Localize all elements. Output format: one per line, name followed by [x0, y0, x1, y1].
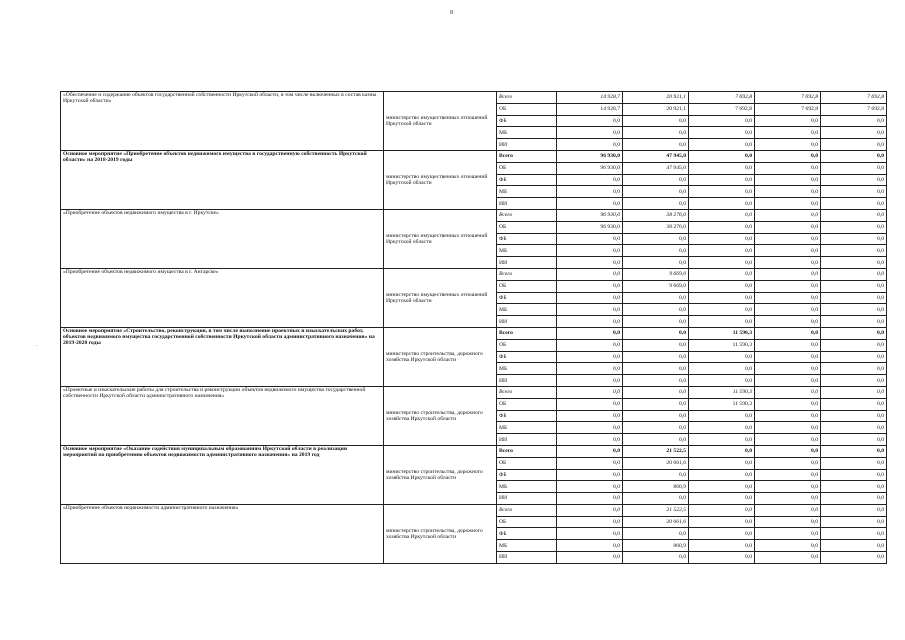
amount-cell: 14 928,7 — [557, 92, 623, 104]
margin-mark: . — [36, 342, 38, 348]
amount-cell: 0,0 — [821, 481, 887, 493]
amount-cell: 0,0 — [755, 233, 821, 245]
amount-cell: 0,0 — [689, 139, 755, 151]
amount-cell: 96 930,0 — [557, 221, 623, 233]
amount-cell: 0,0 — [821, 469, 887, 481]
amount-cell: 0,0 — [755, 139, 821, 151]
amount-cell: 0,0 — [821, 410, 887, 422]
amount-cell: 0,0 — [557, 504, 623, 516]
amount-cell: 0,0 — [557, 516, 623, 528]
amount-cell: 0,0 — [689, 127, 755, 139]
amount-cell: 0,0 — [623, 198, 689, 210]
amount-cell: 0,0 — [755, 327, 821, 339]
amount-cell: 0,0 — [689, 528, 755, 540]
activity-name-cell: «Приобретение объектов недвижимого имущества в г. Иркутске» — [61, 209, 384, 268]
amount-cell: 0,0 — [689, 245, 755, 257]
amount-cell: 0,0 — [623, 327, 689, 339]
amount-cell: 0,0 — [623, 139, 689, 151]
funding-source-cell: ИИ — [497, 375, 557, 387]
amount-cell: 38 276,0 — [623, 209, 689, 221]
funding-source-cell: Всего — [497, 327, 557, 339]
amount-cell: 0,0 — [821, 540, 887, 552]
amount-cell: 0,0 — [689, 516, 755, 528]
responsible-executor-cell: министерство строительства, дорожного хозяйства Иркутской области — [384, 327, 497, 386]
amount-cell: 0,0 — [623, 186, 689, 198]
amount-cell: 0,0 — [557, 445, 623, 457]
amount-cell: 0,0 — [755, 186, 821, 198]
funding-source-cell: ФБ — [497, 174, 557, 186]
amount-cell: 0,0 — [755, 221, 821, 233]
amount-cell: 0,0 — [821, 516, 887, 528]
amount-cell: 0,0 — [821, 339, 887, 351]
amount-cell: 0,0 — [755, 493, 821, 505]
amount-cell: 7 692,8 — [689, 103, 755, 115]
amount-cell: 0,0 — [557, 493, 623, 505]
amount-cell: 0,0 — [821, 198, 887, 210]
table-row — [61, 209, 887, 221]
funding-source-cell: МБ — [497, 304, 557, 316]
amount-cell: 0,0 — [623, 316, 689, 328]
funding-source-cell: ОБ — [497, 457, 557, 469]
amount-cell: 0,0 — [821, 351, 887, 363]
amount-cell: 0,0 — [755, 150, 821, 162]
amount-cell: 0,0 — [821, 375, 887, 387]
amount-cell: 0,0 — [689, 174, 755, 186]
amount-cell: 0,0 — [623, 375, 689, 387]
amount-cell: 14 928,7 — [557, 103, 623, 115]
amount-cell: 0,0 — [623, 292, 689, 304]
amount-cell: 0,0 — [623, 304, 689, 316]
amount-cell: 0,0 — [755, 528, 821, 540]
amount-cell: 0,0 — [689, 540, 755, 552]
amount-cell: 47 945,0 — [623, 150, 689, 162]
amount-cell: 0,0 — [623, 339, 689, 351]
amount-cell: 7 692,8 — [821, 103, 887, 115]
amount-cell: 0,0 — [623, 174, 689, 186]
amount-cell: 0,0 — [623, 386, 689, 398]
funding-source-cell: ИИ — [497, 434, 557, 446]
amount-cell: 0,0 — [689, 316, 755, 328]
amount-cell: 0,0 — [689, 150, 755, 162]
amount-cell: 0,0 — [557, 198, 623, 210]
amount-cell: 21 522,5 — [623, 445, 689, 457]
responsible-executor-cell: министерство строительства, дорожного хозяйства Иркутской области — [384, 386, 497, 445]
amount-cell: 0,0 — [689, 457, 755, 469]
amount-cell: 0,0 — [821, 292, 887, 304]
amount-cell: 0,0 — [623, 233, 689, 245]
amount-cell: 0,0 — [623, 434, 689, 446]
amount-cell: 0,0 — [689, 221, 755, 233]
amount-cell: 0,0 — [755, 516, 821, 528]
amount-cell: 0,0 — [821, 245, 887, 257]
amount-cell: 0,0 — [755, 457, 821, 469]
amount-cell: 0,0 — [689, 304, 755, 316]
amount-cell: 0,0 — [557, 304, 623, 316]
amount-cell: 0,0 — [821, 445, 887, 457]
amount-cell: 0,0 — [689, 233, 755, 245]
table-body — [61, 92, 887, 564]
amount-cell: 21 522,5 — [623, 504, 689, 516]
amount-cell: 0,0 — [821, 162, 887, 174]
amount-cell: 0,0 — [755, 504, 821, 516]
amount-cell: 0,0 — [557, 398, 623, 410]
amount-cell: 7 692,8 — [755, 103, 821, 115]
amount-cell: 0,0 — [557, 115, 623, 127]
amount-cell: 0,0 — [755, 162, 821, 174]
amount-cell: 0,0 — [755, 268, 821, 280]
amount-cell: 0,0 — [557, 316, 623, 328]
amount-cell: 0,0 — [755, 363, 821, 375]
amount-cell: 860,9 — [623, 481, 689, 493]
amount-cell: 0,0 — [755, 115, 821, 127]
amount-cell: 0,0 — [821, 186, 887, 198]
amount-cell: 0,0 — [755, 280, 821, 292]
funding-source-cell: ОБ — [497, 103, 557, 115]
amount-cell: 0,0 — [557, 528, 623, 540]
amount-cell: 20 661,6 — [623, 516, 689, 528]
table-row — [61, 445, 887, 457]
amount-cell: 0,0 — [689, 445, 755, 457]
amount-cell: 0,0 — [821, 386, 887, 398]
amount-cell: 11 590,3 — [689, 398, 755, 410]
amount-cell: 0,0 — [623, 257, 689, 269]
amount-cell: 0,0 — [557, 363, 623, 375]
funding-source-cell: ОБ — [497, 516, 557, 528]
funding-source-cell: ФБ — [497, 233, 557, 245]
table-row — [61, 150, 887, 162]
amount-cell: 0,0 — [623, 493, 689, 505]
amount-cell: 0,0 — [689, 552, 755, 564]
amount-cell: 0,0 — [557, 257, 623, 269]
amount-cell: 0,0 — [755, 174, 821, 186]
amount-cell: 0,0 — [755, 552, 821, 564]
funding-source-cell: Всего — [497, 504, 557, 516]
funding-source-cell: ФБ — [497, 292, 557, 304]
amount-cell: 47 945,0 — [623, 162, 689, 174]
amount-cell: 0,0 — [755, 209, 821, 221]
activity-name-cell: «Обеспечение и содержание объектов государственной собственности Иркутской области, в том числе включенных в состав казны Иркутской области» — [61, 92, 384, 151]
amount-cell: 0,0 — [689, 186, 755, 198]
activity-name-cell: Основное мероприятие «Приобретение объектов недвижимого имущества в государственную собственность Иркутской области» на 2018-2019 годы — [61, 150, 384, 209]
amount-cell: 0,0 — [821, 316, 887, 328]
amount-cell: 0,0 — [557, 540, 623, 552]
amount-cell: 0,0 — [623, 245, 689, 257]
amount-cell: 0,0 — [557, 127, 623, 139]
funding-source-cell: ФБ — [497, 115, 557, 127]
amount-cell: 0,0 — [755, 245, 821, 257]
amount-cell: 38 276,0 — [623, 221, 689, 233]
funding-source-cell: ИИ — [497, 552, 557, 564]
amount-cell: 9 669,0 — [623, 280, 689, 292]
amount-cell: 20 921,1 — [623, 92, 689, 104]
amount-cell: 11 590,3 — [689, 327, 755, 339]
funding-source-cell: Всего — [497, 445, 557, 457]
amount-cell: 0,0 — [821, 174, 887, 186]
amount-cell: 0,0 — [623, 398, 689, 410]
responsible-executor-cell: министерство имущественных отношений Иркутской области — [384, 209, 497, 268]
activity-name-cell: Основное мероприятие «Оказание содействия муниципальным образованиям Иркутской области в реализации мероприятий по приобретению объектов недвижимости административного назначения» на 2019 год — [61, 445, 384, 504]
amount-cell: 0,0 — [821, 493, 887, 505]
amount-cell: 0,0 — [821, 434, 887, 446]
amount-cell: 0,0 — [755, 304, 821, 316]
amount-cell: 0,0 — [623, 552, 689, 564]
amount-cell: 0,0 — [557, 552, 623, 564]
amount-cell: 0,0 — [821, 327, 887, 339]
funding-source-cell: ФБ — [497, 410, 557, 422]
amount-cell: 0,0 — [821, 304, 887, 316]
amount-cell: 0,0 — [689, 410, 755, 422]
funding-source-cell: ОБ — [497, 162, 557, 174]
amount-cell: 0,0 — [755, 257, 821, 269]
amount-cell: 0,0 — [689, 422, 755, 434]
table-row — [61, 327, 887, 339]
amount-cell: 0,0 — [755, 351, 821, 363]
funding-source-cell: ОБ — [497, 339, 557, 351]
amount-cell: 0,0 — [623, 528, 689, 540]
amount-cell: 0,0 — [755, 292, 821, 304]
amount-cell: 0,0 — [557, 386, 623, 398]
amount-cell: 0,0 — [689, 198, 755, 210]
amount-cell: 0,0 — [821, 209, 887, 221]
amount-cell: 0,0 — [755, 445, 821, 457]
table-row — [61, 268, 887, 280]
funding-source-cell: МБ — [497, 481, 557, 493]
table-row — [61, 386, 887, 398]
amount-cell: 0,0 — [821, 115, 887, 127]
funding-source-cell: МБ — [497, 422, 557, 434]
funding-source-cell: Всего — [497, 386, 557, 398]
amount-cell: 0,0 — [557, 375, 623, 387]
responsible-executor-cell: министерство имущественных отношений Иркутской области — [384, 92, 497, 151]
table-row — [61, 504, 887, 516]
amount-cell: 0,0 — [623, 363, 689, 375]
budget-table — [60, 91, 887, 564]
page-number: 8 — [450, 10, 453, 16]
amount-cell: 0,0 — [557, 186, 623, 198]
amount-cell: 0,0 — [689, 434, 755, 446]
activity-name-cell: «Приобретение объектов недвижимости административного назначения» — [61, 504, 384, 563]
amount-cell: 0,0 — [557, 422, 623, 434]
funding-source-cell: ОБ — [497, 280, 557, 292]
amount-cell: 0,0 — [821, 552, 887, 564]
amount-cell: 0,0 — [689, 363, 755, 375]
amount-cell: 20 661,6 — [623, 457, 689, 469]
amount-cell: 0,0 — [557, 351, 623, 363]
funding-source-cell: ОБ — [497, 398, 557, 410]
amount-cell: 0,0 — [755, 469, 821, 481]
amount-cell: 0,0 — [557, 233, 623, 245]
funding-source-cell: Всего — [497, 209, 557, 221]
amount-cell: 0,0 — [557, 174, 623, 186]
amount-cell: 0,0 — [557, 327, 623, 339]
funding-source-cell: МБ — [497, 127, 557, 139]
amount-cell: 7 692,8 — [755, 92, 821, 104]
amount-cell: 0,0 — [755, 481, 821, 493]
amount-cell: 0,0 — [689, 115, 755, 127]
amount-cell: 0,0 — [821, 257, 887, 269]
amount-cell: 0,0 — [557, 139, 623, 151]
amount-cell: 0,0 — [557, 268, 623, 280]
amount-cell: 0,0 — [689, 351, 755, 363]
amount-cell: 0,0 — [821, 528, 887, 540]
responsible-executor-cell: министерство имущественных отношений Иркутской области — [384, 268, 497, 327]
funding-source-cell: ОБ — [497, 221, 557, 233]
amount-cell: 0,0 — [557, 292, 623, 304]
amount-cell: 0,0 — [557, 481, 623, 493]
amount-cell: 96 930,0 — [557, 150, 623, 162]
amount-cell: 96 930,0 — [557, 209, 623, 221]
amount-cell: 0,0 — [689, 268, 755, 280]
amount-cell: 0,0 — [557, 434, 623, 446]
activity-name-cell: «Приобретение объектов недвижимого имущества в г. Ангарске» — [61, 268, 384, 327]
amount-cell: 0,0 — [821, 139, 887, 151]
funding-source-cell: Всего — [497, 150, 557, 162]
amount-cell: 0,0 — [755, 198, 821, 210]
amount-cell: 0,0 — [755, 339, 821, 351]
amount-cell: 0,0 — [557, 245, 623, 257]
amount-cell: 11 590,3 — [689, 386, 755, 398]
amount-cell: 96 930,0 — [557, 162, 623, 174]
amount-cell: 7 692,8 — [821, 92, 887, 104]
funding-source-cell: ИИ — [497, 139, 557, 151]
amount-cell: 0,0 — [755, 386, 821, 398]
funding-source-cell: ФБ — [497, 351, 557, 363]
funding-source-cell: ИИ — [497, 257, 557, 269]
amount-cell: 0,0 — [557, 410, 623, 422]
amount-cell: 0,0 — [755, 398, 821, 410]
amount-cell: 0,0 — [689, 292, 755, 304]
amount-cell: 0,0 — [623, 422, 689, 434]
amount-cell: 20 921,1 — [623, 103, 689, 115]
responsible-executor-cell: министерство строительства, дорожного хозяйства Иркутской области — [384, 504, 497, 563]
amount-cell: 0,0 — [623, 410, 689, 422]
amount-cell: 0,0 — [623, 351, 689, 363]
funding-source-cell: Всего — [497, 92, 557, 104]
amount-cell: 0,0 — [557, 469, 623, 481]
amount-cell: 0,0 — [755, 316, 821, 328]
amount-cell: 0,0 — [755, 434, 821, 446]
amount-cell: 0,0 — [689, 162, 755, 174]
amount-cell: 0,0 — [821, 363, 887, 375]
funding-source-cell: ИИ — [497, 493, 557, 505]
amount-cell: 0,0 — [755, 422, 821, 434]
funding-source-cell: МБ — [497, 245, 557, 257]
amount-cell: 0,0 — [821, 127, 887, 139]
funding-source-cell: ИИ — [497, 198, 557, 210]
amount-cell: 9 669,0 — [623, 268, 689, 280]
funding-source-cell: ФБ — [497, 469, 557, 481]
responsible-executor-cell: министерство имущественных отношений Иркутской области — [384, 150, 497, 209]
amount-cell: 0,0 — [755, 410, 821, 422]
amount-cell: 0,0 — [821, 398, 887, 410]
responsible-executor-cell: министерство строительства, дорожного хозяйства Иркутской области — [384, 445, 497, 504]
amount-cell: 0,0 — [821, 221, 887, 233]
amount-cell: 0,0 — [557, 339, 623, 351]
amount-cell: 0,0 — [689, 209, 755, 221]
activity-name-cell: Основное мероприятие «Строительство, реконструкция, в том числе выполнение проектных и изыскательских работ, объектов недвижимого имущества государственной собственности Иркутской области административного назначения» на 2019-2020 годы — [61, 327, 384, 386]
activity-name-cell: «Проектные и изыскательские работы для строительства и реконструкции объектов недвижимого имущества государственной собственности Иркутской области административного назначения» — [61, 386, 384, 445]
amount-cell: 0,0 — [557, 457, 623, 469]
funding-source-cell: МБ — [497, 540, 557, 552]
amount-cell: 0,0 — [689, 504, 755, 516]
funding-source-cell: ИИ — [497, 316, 557, 328]
funding-source-cell: Всего — [497, 268, 557, 280]
amount-cell: 0,0 — [821, 457, 887, 469]
amount-cell: 0,0 — [623, 115, 689, 127]
funding-source-cell: МБ — [497, 186, 557, 198]
amount-cell: 0,0 — [821, 268, 887, 280]
amount-cell: 0,0 — [623, 127, 689, 139]
amount-cell: 0,0 — [755, 375, 821, 387]
amount-cell: 0,0 — [689, 493, 755, 505]
amount-cell: 7 692,8 — [689, 92, 755, 104]
amount-cell: 0,0 — [821, 280, 887, 292]
amount-cell: 860,9 — [623, 540, 689, 552]
amount-cell: 0,0 — [821, 422, 887, 434]
amount-cell: 0,0 — [689, 469, 755, 481]
amount-cell: 0,0 — [689, 280, 755, 292]
funding-source-cell: ФБ — [497, 528, 557, 540]
amount-cell: 0,0 — [821, 233, 887, 245]
amount-cell: 0,0 — [755, 127, 821, 139]
funding-source-cell: МБ — [497, 363, 557, 375]
amount-cell: 0,0 — [821, 504, 887, 516]
amount-cell: 0,0 — [623, 469, 689, 481]
amount-cell: 0,0 — [755, 540, 821, 552]
amount-cell: 0,0 — [557, 280, 623, 292]
amount-cell: 11 590,3 — [689, 339, 755, 351]
table-row — [61, 92, 887, 104]
amount-cell: 0,0 — [689, 481, 755, 493]
amount-cell: 0,0 — [689, 257, 755, 269]
amount-cell: 0,0 — [689, 375, 755, 387]
amount-cell: 0,0 — [821, 150, 887, 162]
